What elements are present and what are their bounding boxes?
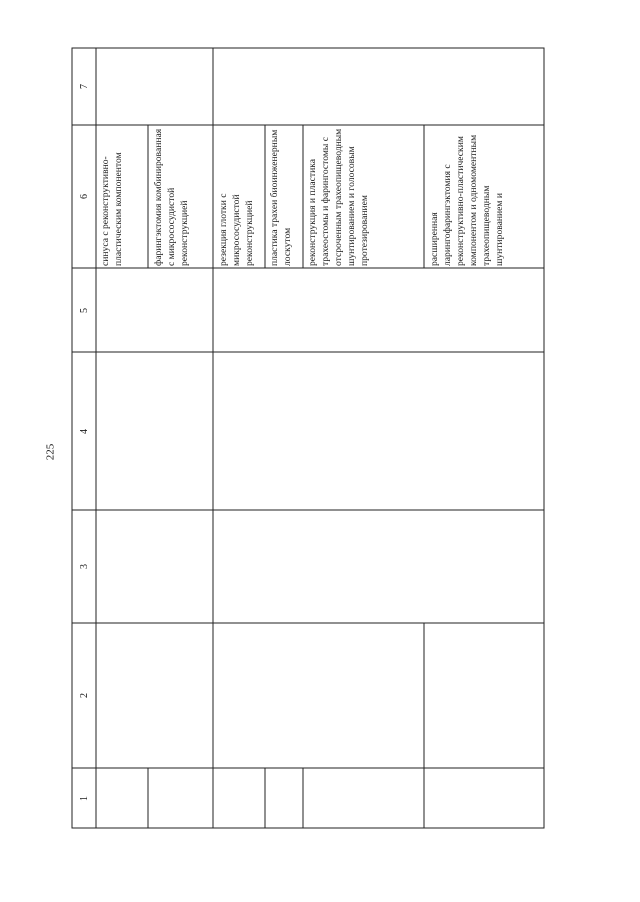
column-header-6: 6 bbox=[78, 193, 90, 199]
column-header-1: 1 bbox=[78, 795, 90, 801]
column-header-4: 4 bbox=[78, 428, 90, 434]
table-cell: реконструкция и пластика трахеостомы и фарингостомы с отсроченным трахеопищеводным шунтированием и голосовым протезированием bbox=[307, 128, 370, 266]
table-cell: резекция глотки с микрососудистой реконструкцией bbox=[218, 193, 255, 266]
column-header-2: 2 bbox=[78, 692, 90, 698]
table-cell: расширенная ларингофарингэктомия с реконструктивно-пластическим компонентом и одномоментным трахеопищеводным шунтированием и bbox=[429, 134, 505, 266]
table-cell: синуса с реконструктивно-пластическим компонентом bbox=[100, 152, 124, 266]
column-header-3: 3 bbox=[78, 563, 90, 569]
column-header-5: 5 bbox=[78, 307, 90, 313]
column-header-7: 7 bbox=[78, 83, 90, 89]
table-cell: пластика трахеи биоинженерным лоскутом bbox=[269, 129, 293, 266]
page-number: 225 bbox=[44, 443, 56, 461]
table-cell: фарингэктомия комбинированная с микрососудистой реконструкцией bbox=[153, 128, 190, 266]
